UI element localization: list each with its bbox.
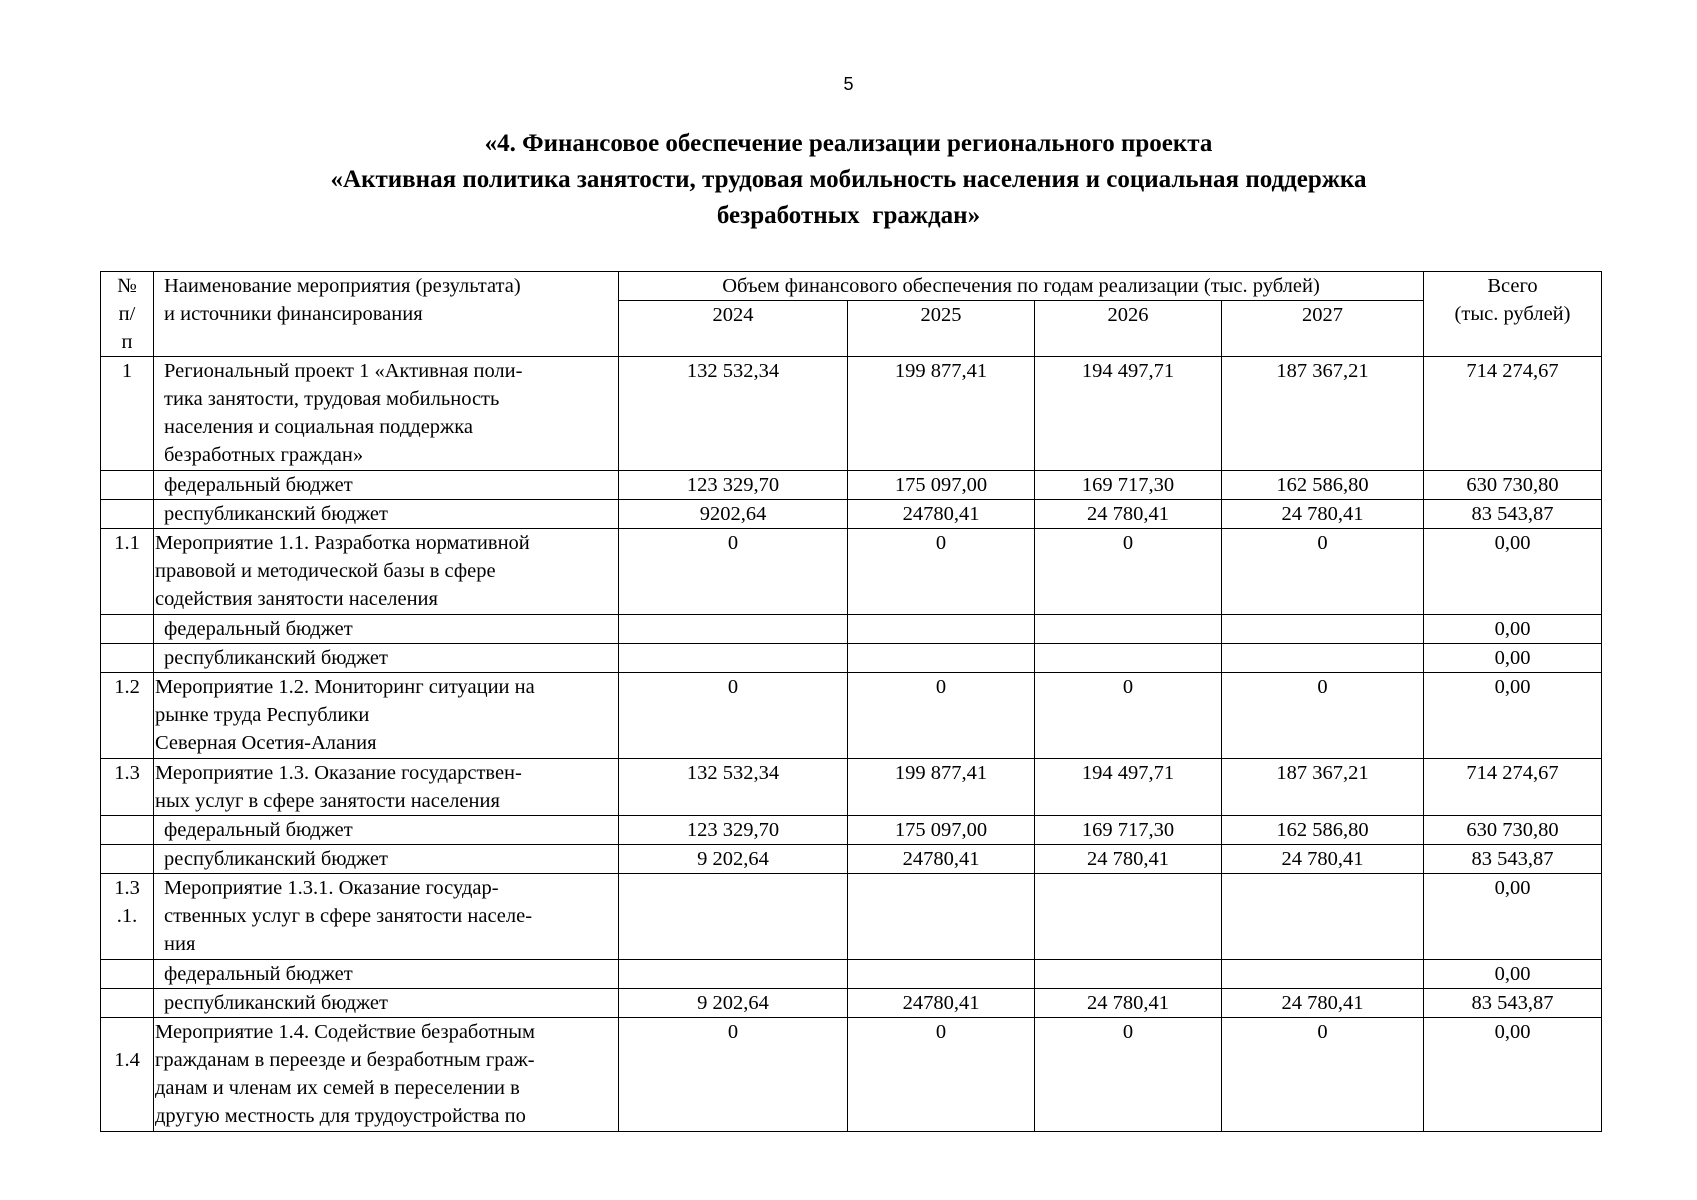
cell-total: 0,00	[1424, 874, 1602, 960]
cell-2024: 132 532,34	[619, 759, 848, 816]
row-number	[101, 816, 154, 845]
cell-2026: 24 780,41	[1035, 500, 1222, 529]
cell-2025: 175 097,00	[848, 471, 1035, 500]
cell-2025: 24780,41	[848, 500, 1035, 529]
cell-2025: 0	[848, 1018, 1035, 1132]
table-row	[101, 644, 1602, 673]
header-name: Наименование мероприятия (результата) и источники финансирования	[154, 272, 619, 357]
row-number: 1.3 .1.	[101, 874, 154, 960]
row-name: республиканский бюджет	[154, 500, 619, 529]
cell-2027: 0	[1222, 529, 1424, 615]
cell-2026: 0	[1035, 529, 1222, 615]
cell-2027: 187 367,21	[1222, 357, 1424, 471]
row-number	[101, 615, 154, 644]
table-row	[101, 759, 1602, 816]
table-row	[101, 471, 1602, 500]
cell-2024: 9 202,64	[619, 989, 848, 1018]
cell-total: 630 730,80	[1424, 471, 1602, 500]
cell-total: 714 274,67	[1424, 357, 1602, 471]
header-total: Всего (тыс. рублей)	[1424, 272, 1602, 357]
cell-2025: 24780,41	[848, 989, 1035, 1018]
row-name: Региональный проект 1 «Активная поли- тика занятости, трудовая мобильность населения и социальная поддержка безработных граждан»	[154, 357, 619, 471]
cell-2027: 0	[1222, 673, 1424, 759]
cell-2024: 0	[619, 529, 848, 615]
cell-2026: 169 717,30	[1035, 816, 1222, 845]
cell-2027: 24 780,41	[1222, 500, 1424, 529]
row-number: 1	[101, 357, 154, 471]
cell-2024: 9 202,64	[619, 845, 848, 874]
cell-total: 0,00	[1424, 673, 1602, 759]
cell-2026: 169 717,30	[1035, 471, 1222, 500]
table-row	[101, 816, 1602, 845]
cell-2026	[1035, 874, 1222, 960]
row-number	[101, 845, 154, 874]
cell-2024: 123 329,70	[619, 471, 848, 500]
table-row	[101, 989, 1602, 1018]
cell-2025	[848, 960, 1035, 989]
cell-2025	[848, 644, 1035, 673]
cell-total: 0,00	[1424, 529, 1602, 615]
table-row	[101, 874, 1602, 960]
cell-2024: 132 532,34	[619, 357, 848, 471]
document-title	[150, 126, 1547, 234]
row-number	[101, 960, 154, 989]
cell-2027	[1222, 615, 1424, 644]
cell-2026: 0	[1035, 1018, 1222, 1132]
cell-2024	[619, 874, 848, 960]
table-row	[101, 1018, 1602, 1132]
cell-2027: 162 586,80	[1222, 471, 1424, 500]
page-number: 5	[843, 74, 854, 94]
cell-total: 83 543,87	[1424, 500, 1602, 529]
header-volume: Объем финансового обеспечения по годам реализации (тыс. рублей)	[619, 272, 1424, 301]
cell-2025	[848, 874, 1035, 960]
title-line-3: безработных граждан»	[716, 202, 981, 229]
row-name: Мероприятие 1.4. Содействие безработным гражданам в переезде и безработным граж- данам и членам их семей в переселении в другую местность для трудоустройства по	[154, 1018, 619, 1132]
table-row	[101, 615, 1602, 644]
cell-2024: 9202,64	[619, 500, 848, 529]
cell-2027	[1222, 644, 1424, 673]
table-row	[101, 673, 1602, 759]
title-line-1: «4. Финансовое обеспечение реализации регионального проекта	[484, 130, 1213, 157]
cell-2027: 187 367,21	[1222, 759, 1424, 816]
cell-2027	[1222, 960, 1424, 989]
cell-2024	[619, 615, 848, 644]
cell-2027: 24 780,41	[1222, 989, 1424, 1018]
header-no: № п/ п	[101, 272, 154, 357]
cell-2026	[1035, 615, 1222, 644]
row-number: 1.3	[101, 759, 154, 816]
cell-2024: 123 329,70	[619, 816, 848, 845]
table-body	[101, 357, 1602, 1132]
title-line-2: «Активная политика занятости, трудовая мобильность населения и социальная поддержка	[330, 166, 1367, 193]
row-name: Мероприятие 1.3. Оказание государствен- ных услуг в сфере занятости населения	[154, 759, 619, 816]
table-row	[101, 500, 1602, 529]
row-number	[101, 500, 154, 529]
cell-2026	[1035, 644, 1222, 673]
row-name: Мероприятие 1.1. Разработка нормативной правовой и методической базы в сфере содействия занятости населения	[154, 529, 619, 615]
table-row	[101, 845, 1602, 874]
table-header-row-1	[101, 272, 1602, 301]
row-number: 1.2	[101, 673, 154, 759]
row-name: Мероприятие 1.2. Мониторинг ситуации на рынке труда Республики Северная Осетия-Алания	[154, 673, 619, 759]
cell-2025: 199 877,41	[848, 759, 1035, 816]
row-number	[101, 471, 154, 500]
cell-total: 0,00	[1424, 615, 1602, 644]
cell-2027: 24 780,41	[1222, 845, 1424, 874]
cell-total: 0,00	[1424, 644, 1602, 673]
cell-2026: 194 497,71	[1035, 357, 1222, 471]
cell-2026: 0	[1035, 673, 1222, 759]
cell-2024	[619, 960, 848, 989]
row-name: федеральный бюджет	[154, 471, 619, 500]
cell-2024	[619, 644, 848, 673]
cell-total: 0,00	[1424, 1018, 1602, 1132]
cell-total: 0,00	[1424, 960, 1602, 989]
cell-2026: 24 780,41	[1035, 989, 1222, 1018]
cell-total: 83 543,87	[1424, 989, 1602, 1018]
row-number	[101, 644, 154, 673]
cell-2025: 199 877,41	[848, 357, 1035, 471]
cell-total: 83 543,87	[1424, 845, 1602, 874]
cell-2025: 175 097,00	[848, 816, 1035, 845]
table-row	[101, 357, 1602, 471]
row-name: республиканский бюджет	[154, 845, 619, 874]
row-number	[101, 989, 154, 1018]
cell-2026: 194 497,71	[1035, 759, 1222, 816]
cell-2025: 0	[848, 529, 1035, 615]
cell-2025: 0	[848, 673, 1035, 759]
cell-2026: 24 780,41	[1035, 845, 1222, 874]
row-name: федеральный бюджет	[154, 816, 619, 845]
cell-total: 630 730,80	[1424, 816, 1602, 845]
header-year-2026: 2026	[1035, 301, 1222, 357]
cell-2026	[1035, 960, 1222, 989]
row-number: 1.4	[101, 1018, 154, 1132]
row-name: Мероприятие 1.3.1. Оказание государ- ственных услуг в сфере занятости населе- ния	[154, 874, 619, 960]
cell-2024: 0	[619, 673, 848, 759]
row-name: республиканский бюджет	[154, 989, 619, 1018]
row-name: федеральный бюджет	[154, 960, 619, 989]
header-year-2024: 2024	[619, 301, 848, 357]
table-row	[101, 529, 1602, 615]
cell-2024: 0	[619, 1018, 848, 1132]
header-year-2025: 2025	[848, 301, 1035, 357]
table-row	[101, 960, 1602, 989]
cell-2027: 162 586,80	[1222, 816, 1424, 845]
header-year-2027: 2027	[1222, 301, 1424, 357]
cell-2025: 24780,41	[848, 845, 1035, 874]
cell-2027: 0	[1222, 1018, 1424, 1132]
financing-table	[100, 271, 1602, 1132]
cell-2027	[1222, 874, 1424, 960]
row-name: федеральный бюджет	[154, 615, 619, 644]
cell-total: 714 274,67	[1424, 759, 1602, 816]
cell-2025	[848, 615, 1035, 644]
row-name: республиканский бюджет	[154, 644, 619, 673]
row-number: 1.1	[101, 529, 154, 615]
